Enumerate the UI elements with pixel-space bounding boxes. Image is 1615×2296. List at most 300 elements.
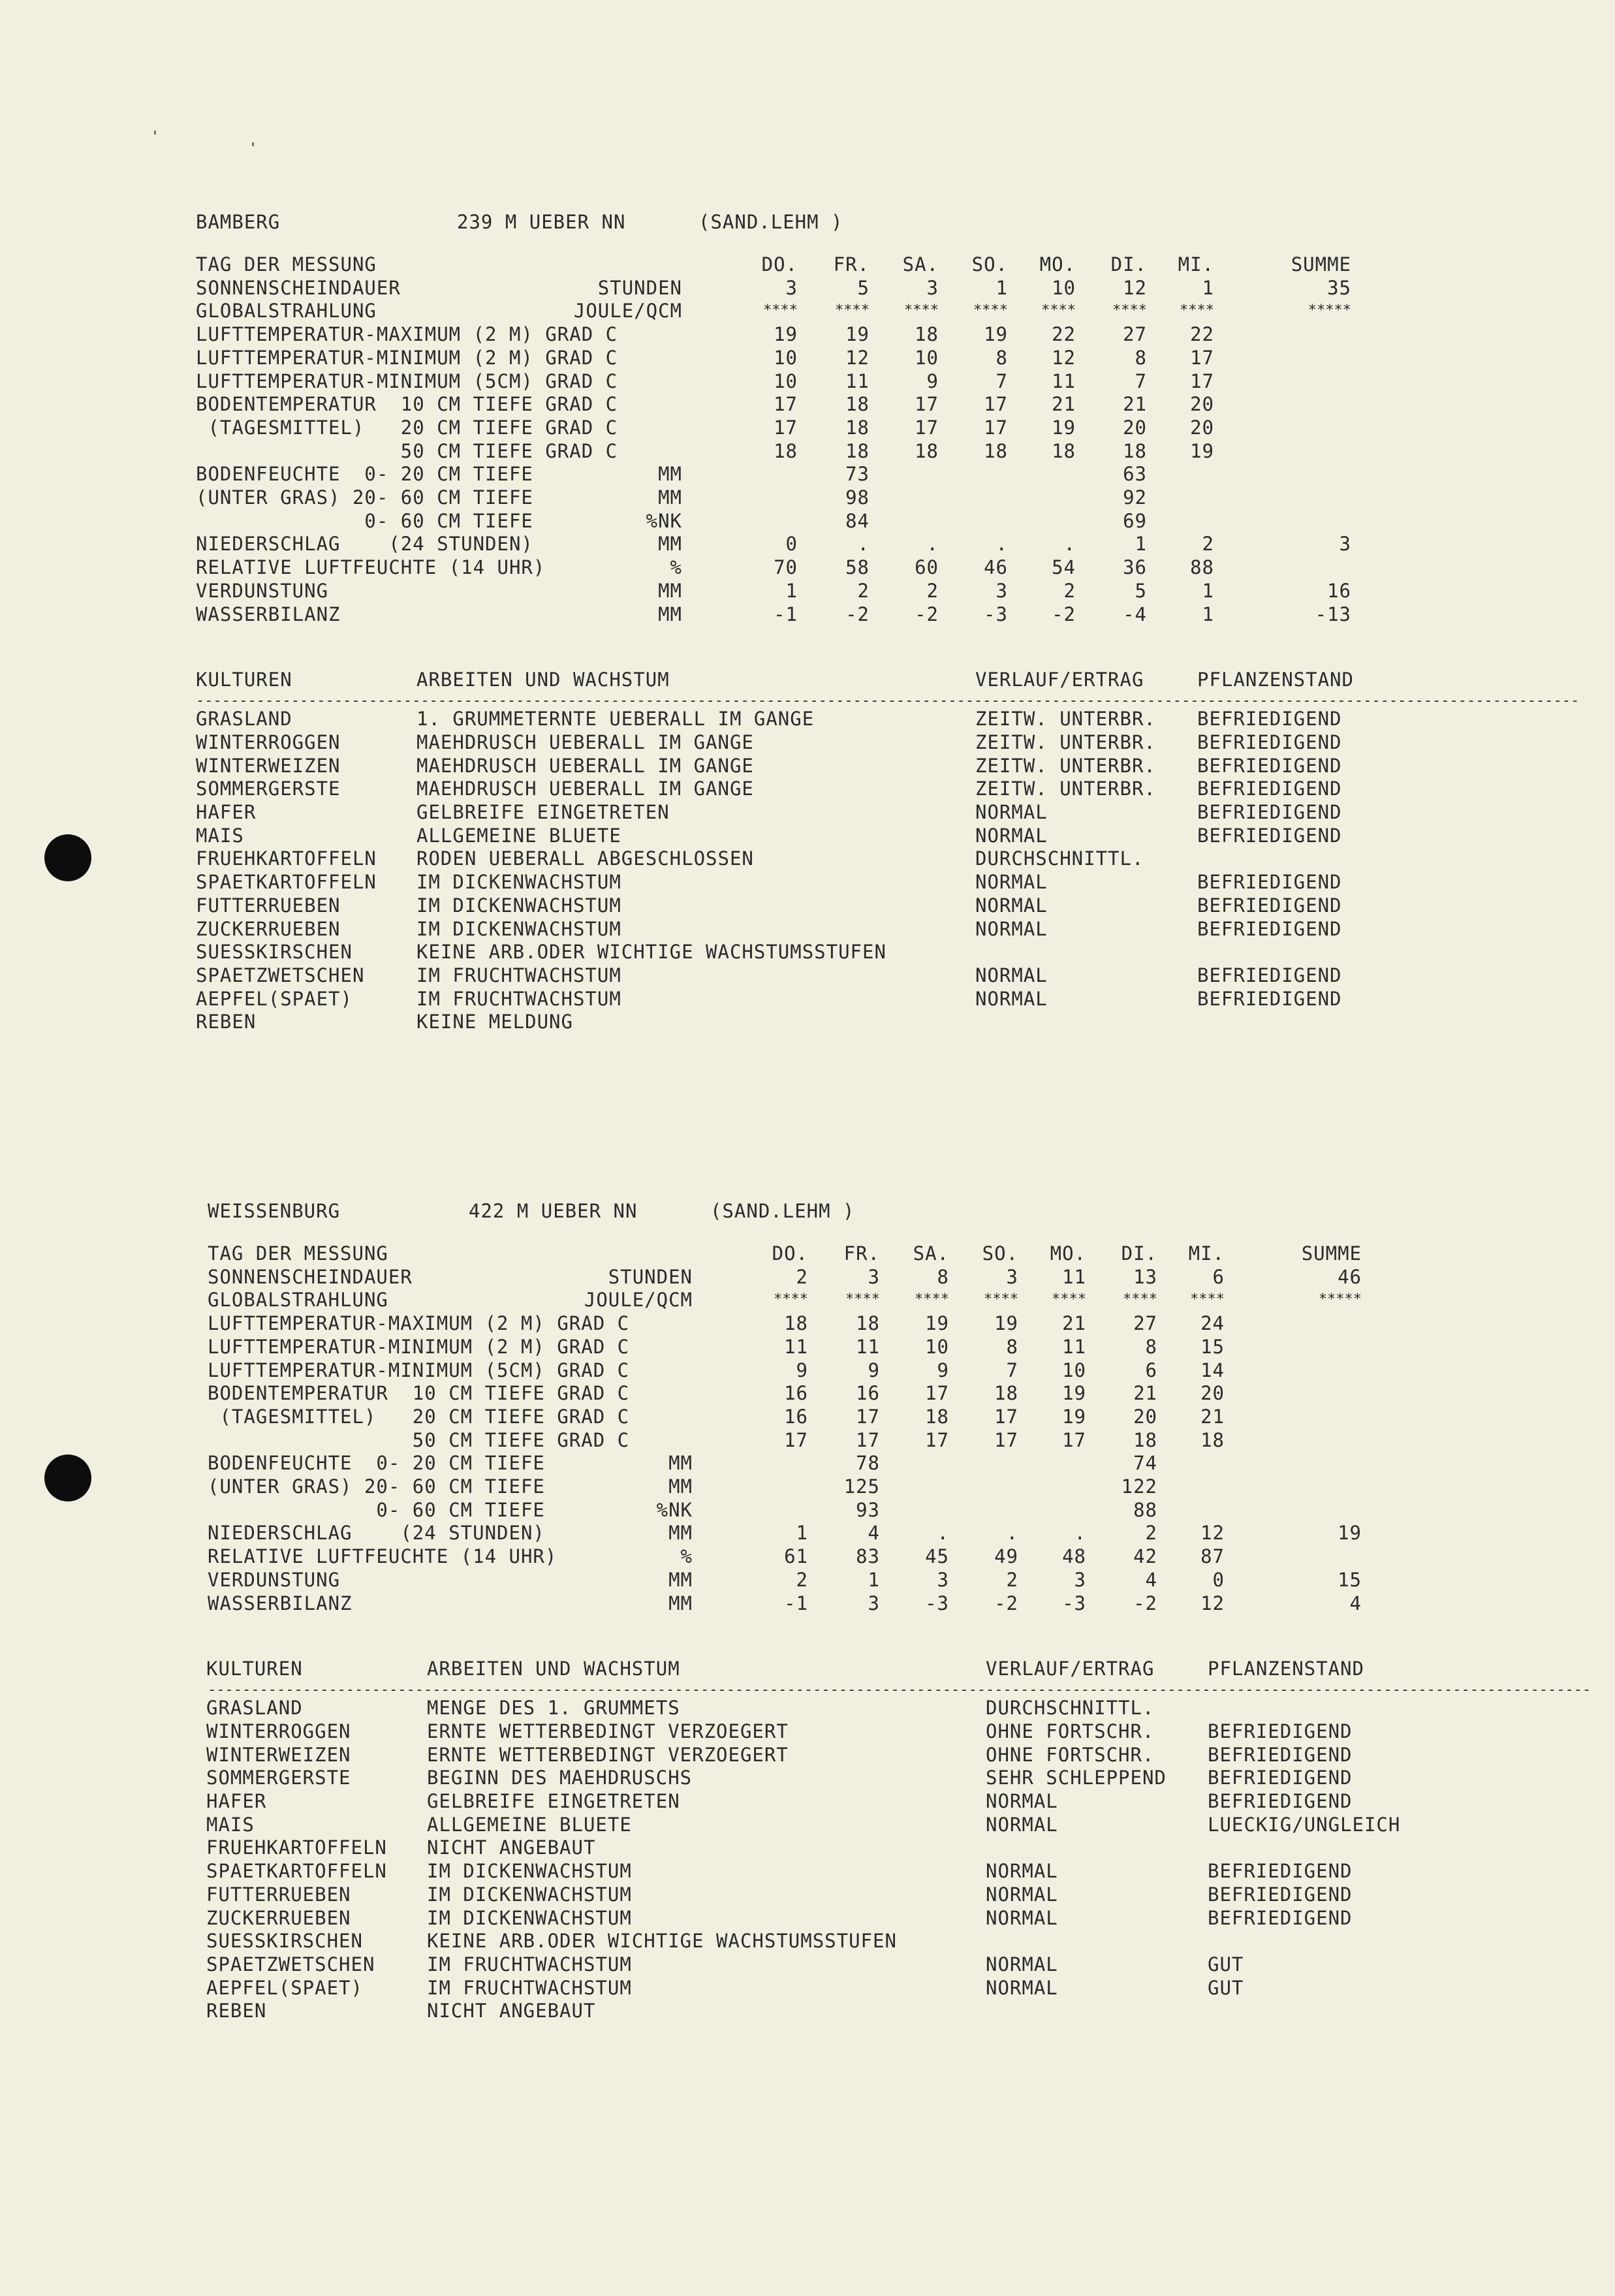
weather-value: 18 bbox=[856, 1312, 880, 1335]
weather-value: 2 bbox=[1006, 1568, 1018, 1591]
weather-value: 10 bbox=[1052, 276, 1076, 299]
weather-value: 18 bbox=[1123, 439, 1147, 462]
weather-value: 88 bbox=[1190, 556, 1214, 579]
crop-name: MAIS bbox=[196, 824, 244, 847]
crop-condition: BEFRIEDIGEND bbox=[1197, 824, 1342, 847]
crops-header: KULTUREN bbox=[196, 668, 292, 691]
weather-value: 20 bbox=[1190, 393, 1214, 416]
crop-condition: BEFRIEDIGEND bbox=[1197, 778, 1342, 800]
crop-progress: OHNE FORTSCHR. bbox=[986, 1720, 1155, 1742]
crop-condition: BEFRIEDIGEND bbox=[1208, 1883, 1353, 1906]
weather-row-unit: MM bbox=[658, 486, 682, 509]
weather-value: 3 bbox=[1006, 1265, 1018, 1288]
weather-value: 18 bbox=[845, 416, 870, 439]
weather-sum: 15 bbox=[1338, 1568, 1362, 1591]
weather-value: 17 bbox=[925, 1382, 949, 1405]
crop-activity: IM FRUCHTWACHSTUM bbox=[416, 987, 621, 1010]
weather-value: 18 bbox=[784, 1312, 808, 1335]
weather-value: 5 bbox=[1135, 579, 1147, 602]
weather-value: 9 bbox=[937, 1359, 949, 1381]
crop-progress: NORMAL bbox=[986, 1883, 1058, 1906]
weather-value: 61 bbox=[784, 1545, 808, 1568]
crop-condition: LUECKIG/UNGLEICH bbox=[1208, 1813, 1401, 1836]
crop-progress: NORMAL bbox=[975, 987, 1048, 1010]
crop-progress: NORMAL bbox=[986, 1860, 1058, 1883]
crop-name: HAFER bbox=[196, 801, 257, 823]
crop-activity: ALLGEMEINE BLUETE bbox=[416, 824, 621, 847]
crop-progress: NORMAL bbox=[986, 1953, 1058, 1975]
weather-value: 11 bbox=[1062, 1335, 1086, 1358]
weather-value: 1 bbox=[785, 579, 798, 602]
weather-value: 6 bbox=[1212, 1265, 1225, 1288]
crop-name: REBEN bbox=[206, 2000, 267, 2022]
crops-header: VERLAUF/ERTRAG bbox=[986, 1658, 1155, 1680]
crop-name: ZUCKERRUEBEN bbox=[206, 1906, 351, 1929]
measurement-day-label: TAG DER MESSUNG bbox=[208, 1242, 388, 1265]
weather-value: 19 bbox=[774, 323, 798, 346]
day-header: FR. bbox=[833, 253, 870, 275]
weather-value: 48 bbox=[1062, 1545, 1086, 1568]
crop-condition: BEFRIEDIGEND bbox=[1197, 871, 1342, 894]
weather-value: **** bbox=[984, 1291, 1018, 1308]
crop-condition: BEFRIEDIGEND bbox=[1197, 801, 1342, 823]
weather-value: . bbox=[1006, 1522, 1018, 1545]
weather-value: 19 bbox=[1190, 439, 1214, 462]
weather-value: **** bbox=[1180, 302, 1214, 319]
weather-value: **** bbox=[1112, 302, 1147, 319]
weather-value: 18 bbox=[984, 439, 1008, 462]
weather-value: 3 bbox=[937, 1568, 949, 1591]
weather-value: 42 bbox=[1133, 1545, 1157, 1568]
day-header: FR. bbox=[843, 1242, 880, 1265]
crop-activity: IM FRUCHTWACHSTUM bbox=[416, 964, 621, 986]
crop-name: FRUEHKARTOFFELN bbox=[206, 1836, 387, 1859]
crops-header: KULTUREN bbox=[206, 1658, 303, 1680]
weather-row-unit: MM bbox=[668, 1475, 693, 1498]
crop-condition: BEFRIEDIGEND bbox=[1197, 964, 1342, 986]
crop-activity: IM FRUCHTWACHSTUM bbox=[427, 1976, 632, 1999]
weather-value: **** bbox=[1123, 1291, 1157, 1308]
weather-row-unit: MM bbox=[658, 579, 682, 602]
crop-condition: BEFRIEDIGEND bbox=[1197, 731, 1342, 753]
weather-row-label: LUFTTEMPERATUR-MINIMUM (2 M) GRAD C bbox=[196, 346, 618, 369]
weather-value: 9 bbox=[796, 1359, 808, 1381]
crops-header: VERLAUF/ERTRAG bbox=[975, 668, 1144, 691]
weather-value: 98 bbox=[845, 486, 870, 509]
station-name: WEISSENBURG bbox=[208, 1200, 341, 1222]
weather-value: . bbox=[1074, 1522, 1086, 1545]
crop-progress: NORMAL bbox=[975, 801, 1048, 823]
weather-value: 1 bbox=[1202, 603, 1214, 625]
weather-value: -2 bbox=[994, 1592, 1018, 1614]
crop-activity: IM DICKENWACHSTUM bbox=[427, 1883, 632, 1906]
crop-name: WINTERWEIZEN bbox=[206, 1743, 351, 1766]
punch-hole-bottom bbox=[44, 1455, 91, 1502]
weather-value: . bbox=[937, 1522, 949, 1545]
weather-value: 19 bbox=[994, 1312, 1018, 1335]
weather-value: 18 bbox=[1200, 1428, 1225, 1451]
weather-value: 2 bbox=[857, 579, 870, 602]
weather-row-label: 50 CM TIEFE GRAD C bbox=[196, 439, 618, 462]
weather-row-unit: %NK bbox=[646, 509, 682, 532]
weather-value: 78 bbox=[856, 1452, 880, 1475]
weather-value: 1 bbox=[1202, 276, 1214, 299]
weather-value: 9 bbox=[926, 370, 939, 392]
crop-condition: BEFRIEDIGEND bbox=[1208, 1860, 1353, 1883]
crop-activity: MENGE DES 1. GRUMMETS bbox=[427, 1697, 680, 1720]
weather-row-label: SONNENSCHEINDAUER bbox=[196, 276, 401, 299]
weather-value: 63 bbox=[1123, 463, 1147, 486]
weather-row-label: WASSERBILANZ bbox=[196, 603, 341, 625]
crop-condition: BEFRIEDIGEND bbox=[1197, 894, 1342, 917]
weather-value: 3 bbox=[868, 1265, 880, 1288]
weather-value: 11 bbox=[1062, 1265, 1086, 1288]
weather-value: 18 bbox=[845, 393, 870, 416]
weather-row-unit: JOULE/QCM bbox=[573, 300, 682, 322]
crop-progress: NORMAL bbox=[975, 894, 1048, 917]
weather-row-label: SONNENSCHEINDAUER bbox=[208, 1265, 413, 1288]
weather-value: **** bbox=[835, 302, 870, 319]
weather-value: -1 bbox=[774, 603, 798, 625]
weather-value: 125 bbox=[843, 1475, 880, 1498]
weather-value: 19 bbox=[925, 1312, 949, 1335]
weather-value: 12 bbox=[1200, 1592, 1225, 1614]
weather-value: 70 bbox=[774, 556, 798, 579]
weather-value: -2 bbox=[1052, 603, 1076, 625]
crop-condition: BEFRIEDIGEND bbox=[1197, 754, 1342, 777]
weather-value: 69 bbox=[1123, 509, 1147, 532]
weather-row-label: (TAGESMITTEL) 20 CM TIEFE GRAD C bbox=[196, 416, 618, 439]
weather-row-label: LUFTTEMPERATUR-MINIMUM (5CM) GRAD C bbox=[208, 1359, 630, 1381]
weather-value: 17 bbox=[1190, 370, 1214, 392]
crop-name: WINTERWEIZEN bbox=[196, 754, 341, 777]
weather-value: 13 bbox=[1133, 1265, 1157, 1288]
weather-value: **** bbox=[1041, 302, 1076, 319]
station-altitude: 239 M UEBER NN bbox=[457, 211, 626, 233]
weather-value: . bbox=[926, 533, 939, 556]
crop-name: GRASLAND bbox=[206, 1697, 303, 1720]
weather-value: 45 bbox=[925, 1545, 949, 1568]
weather-value: **** bbox=[845, 1291, 880, 1308]
weather-value: 17 bbox=[994, 1428, 1018, 1451]
weather-row-label: 0- 60 CM TIEFE bbox=[208, 1498, 545, 1521]
weather-value: 17 bbox=[774, 393, 798, 416]
weather-row-label: (UNTER GRAS) 20- 60 CM TIEFE bbox=[208, 1475, 545, 1498]
weather-value: 74 bbox=[1133, 1452, 1157, 1475]
weather-value: 8 bbox=[937, 1265, 949, 1288]
weather-row-label: RELATIVE LUFTFEUCHTE (14 UHR) bbox=[196, 556, 546, 579]
weather-value: -2 bbox=[1133, 1592, 1157, 1614]
weather-value: 3 bbox=[785, 276, 798, 299]
weather-value: 17 bbox=[915, 416, 939, 439]
crop-progress: DURCHSCHNITTL. bbox=[975, 847, 1144, 870]
weather-value: 8 bbox=[1006, 1335, 1018, 1358]
weather-value: 17 bbox=[994, 1405, 1018, 1428]
crop-name: SOMMERGERSTE bbox=[196, 778, 341, 800]
weather-value: 3 bbox=[868, 1592, 880, 1614]
crop-name: SPAETZWETSCHEN bbox=[196, 964, 365, 986]
weather-value: 17 bbox=[915, 393, 939, 416]
crop-name: SPAETKARTOFFELN bbox=[206, 1860, 387, 1883]
day-header: MO. bbox=[1050, 1242, 1086, 1265]
weather-value: 22 bbox=[1052, 323, 1076, 346]
crop-condition: GUT bbox=[1208, 1953, 1244, 1975]
weather-row-label: LUFTTEMPERATUR-MAXIMUM (2 M) GRAD C bbox=[196, 323, 618, 346]
station-name: BAMBERG bbox=[196, 211, 281, 233]
crop-name: WINTERROGGEN bbox=[196, 731, 341, 753]
day-header: DO. bbox=[772, 1242, 808, 1265]
weather-value: 12 bbox=[1200, 1522, 1225, 1545]
weather-value: 21 bbox=[1133, 1382, 1157, 1405]
weather-value: -1 bbox=[784, 1592, 808, 1614]
crop-name: FRUEHKARTOFFELN bbox=[196, 847, 377, 870]
weather-value: 20 bbox=[1133, 1405, 1157, 1428]
weather-value: 11 bbox=[856, 1335, 880, 1358]
weather-sum: 4 bbox=[1349, 1592, 1362, 1614]
weather-value: 20 bbox=[1190, 416, 1214, 439]
weather-value: 7 bbox=[996, 370, 1008, 392]
day-header: MO. bbox=[1039, 253, 1076, 275]
weather-value: 2 bbox=[1145, 1522, 1157, 1545]
crop-activity: IM DICKENWACHSTUM bbox=[416, 871, 621, 894]
crop-name: SOMMERGERSTE bbox=[206, 1767, 351, 1789]
weather-value: 19 bbox=[1062, 1382, 1086, 1405]
weather-row-unit: MM bbox=[668, 1592, 693, 1614]
crop-condition: BEFRIEDIGEND bbox=[1197, 708, 1342, 731]
weather-value: 11 bbox=[845, 370, 870, 392]
weather-row-unit: JOULE/QCM bbox=[584, 1289, 693, 1312]
weather-value: 11 bbox=[784, 1335, 808, 1358]
weather-value: 17 bbox=[984, 393, 1008, 416]
sum-header: SUMME bbox=[1291, 253, 1351, 275]
weather-value: 1 bbox=[796, 1522, 808, 1545]
crop-name: MAIS bbox=[206, 1813, 255, 1836]
crop-activity: NICHT ANGEBAUT bbox=[427, 1836, 596, 1859]
weather-value: 88 bbox=[1133, 1498, 1157, 1521]
weather-value: 60 bbox=[915, 556, 939, 579]
weather-value: 87 bbox=[1200, 1545, 1225, 1568]
crop-progress: DURCHSCHNITTL. bbox=[986, 1697, 1155, 1720]
crop-condition: BEFRIEDIGEND bbox=[1197, 987, 1342, 1010]
weather-value: 20 bbox=[1200, 1382, 1225, 1405]
paper-speck bbox=[252, 142, 254, 146]
weather-row-label: BODENTEMPERATUR 10 CM TIEFE GRAD C bbox=[208, 1382, 630, 1405]
weather-sum: -13 bbox=[1315, 603, 1351, 625]
weather-value: 12 bbox=[1123, 276, 1147, 299]
crop-condition: BEFRIEDIGEND bbox=[1197, 917, 1342, 940]
weather-row-unit: % bbox=[670, 556, 682, 579]
weather-value: 6 bbox=[1145, 1359, 1157, 1381]
weather-value: 1 bbox=[1135, 533, 1147, 556]
weather-value: **** bbox=[1190, 1291, 1225, 1308]
weather-row-label: WASSERBILANZ bbox=[208, 1592, 353, 1614]
paper-speck bbox=[154, 131, 156, 134]
weather-value: . bbox=[857, 533, 870, 556]
weather-value: 3 bbox=[926, 276, 939, 299]
crop-name: GRASLAND bbox=[196, 708, 292, 731]
crop-activity: KEINE MELDUNG bbox=[416, 1011, 573, 1033]
weather-value: 49 bbox=[994, 1545, 1018, 1568]
weather-row-label: NIEDERSCHLAG (24 STUNDEN) bbox=[208, 1522, 545, 1545]
crop-activity: RODEN UEBERALL ABGESCHLOSSEN bbox=[416, 847, 754, 870]
crop-name: WINTERROGGEN bbox=[206, 1720, 351, 1742]
crop-activity: KEINE ARB.ODER WICHTIGE WACHSTUMSSTUFEN bbox=[416, 941, 886, 964]
weather-row-label: 50 CM TIEFE GRAD C bbox=[208, 1428, 630, 1451]
crop-activity: KEINE ARB.ODER WICHTIGE WACHSTUMSSTUFEN bbox=[427, 1930, 897, 1953]
weather-value: -2 bbox=[845, 603, 870, 625]
crop-name: REBEN bbox=[196, 1011, 257, 1033]
weather-value: 20 bbox=[1123, 416, 1147, 439]
weather-value: 16 bbox=[784, 1382, 808, 1405]
weather-value: . bbox=[1063, 533, 1076, 556]
crop-condition: BEFRIEDIGEND bbox=[1208, 1906, 1353, 1929]
crop-condition: BEFRIEDIGEND bbox=[1208, 1790, 1353, 1812]
weather-value: 11 bbox=[1052, 370, 1076, 392]
weather-value: 1 bbox=[996, 276, 1008, 299]
crop-activity: IM FRUCHTWACHSTUM bbox=[427, 1953, 632, 1975]
day-header: DI. bbox=[1110, 253, 1147, 275]
weather-value: -3 bbox=[1062, 1592, 1086, 1614]
weather-value: **** bbox=[763, 302, 798, 319]
crop-progress: ZEITW. UNTERBR. bbox=[975, 708, 1156, 731]
weather-value: **** bbox=[904, 302, 939, 319]
crop-activity: MAEHDRUSCH UEBERALL IM GANGE bbox=[416, 731, 754, 753]
day-header: SA. bbox=[902, 253, 939, 275]
weather-value: -2 bbox=[915, 603, 939, 625]
weather-value: 2 bbox=[1063, 579, 1076, 602]
crop-progress: ZEITW. UNTERBR. bbox=[975, 731, 1156, 753]
crop-activity: ERNTE WETTERBEDINGT VERZOEGERT bbox=[427, 1743, 789, 1766]
weather-value: 2 bbox=[796, 1568, 808, 1591]
weather-value: 2 bbox=[1202, 533, 1214, 556]
weather-value: 8 bbox=[996, 346, 1008, 369]
station-soil: (SAND.LEHM ) bbox=[698, 211, 843, 233]
crop-activity: IM DICKENWACHSTUM bbox=[416, 894, 621, 917]
weather-row-label: 0- 60 CM TIEFE bbox=[196, 509, 533, 532]
weather-value: 17 bbox=[984, 416, 1008, 439]
weather-row-unit: MM bbox=[668, 1568, 693, 1591]
weather-value: 4 bbox=[868, 1522, 880, 1545]
crop-name: SPAETZWETSCHEN bbox=[206, 1953, 375, 1975]
crops-header: ARBEITEN UND WACHSTUM bbox=[427, 1658, 680, 1680]
crop-condition: GUT bbox=[1208, 1976, 1244, 1999]
crop-progress: ZEITW. UNTERBR. bbox=[975, 754, 1156, 777]
weather-row-unit: % bbox=[680, 1545, 693, 1568]
weather-value: 4 bbox=[1145, 1568, 1157, 1591]
weather-row-label: BODENFEUCHTE 0- 20 CM TIEFE bbox=[196, 463, 533, 486]
day-header: SO. bbox=[982, 1242, 1018, 1265]
weather-row-unit: MM bbox=[658, 463, 682, 486]
weather-value: 10 bbox=[915, 346, 939, 369]
crop-name: HAFER bbox=[206, 1790, 267, 1812]
weather-value: 18 bbox=[845, 439, 870, 462]
crop-activity: MAEHDRUSCH UEBERALL IM GANGE bbox=[416, 754, 754, 777]
weather-value: 3 bbox=[1074, 1568, 1086, 1591]
weather-row-label: VERDUNSTUNG bbox=[208, 1568, 341, 1591]
day-header: DI. bbox=[1121, 1242, 1157, 1265]
crops-header: PFLANZENSTAND bbox=[1197, 668, 1354, 691]
weather-value: 17 bbox=[856, 1428, 880, 1451]
weather-row-label: BODENFEUCHTE 0- 20 CM TIEFE bbox=[208, 1452, 545, 1475]
weather-value: 17 bbox=[1062, 1428, 1086, 1451]
station-soil: (SAND.LEHM ) bbox=[710, 1200, 855, 1222]
crops-header: PFLANZENSTAND bbox=[1208, 1658, 1364, 1680]
weather-value: 7 bbox=[1006, 1359, 1018, 1381]
crop-activity: 1. GRUMMETERNTE UEBERALL IM GANGE bbox=[416, 708, 815, 731]
weather-value: 27 bbox=[1133, 1312, 1157, 1335]
weather-value: 21 bbox=[1062, 1312, 1086, 1335]
weather-value: 15 bbox=[1200, 1335, 1225, 1358]
crop-progress: NORMAL bbox=[986, 1976, 1058, 1999]
weather-row-label: LUFTTEMPERATUR-MAXIMUM (2 M) GRAD C bbox=[208, 1312, 630, 1335]
crop-name: FUTTERRUEBEN bbox=[196, 894, 341, 917]
weather-value: 10 bbox=[774, 346, 798, 369]
crop-activity: IM DICKENWACHSTUM bbox=[427, 1860, 632, 1883]
station-altitude: 422 M UEBER NN bbox=[469, 1200, 638, 1222]
crop-name: SUESSKIRSCHEN bbox=[196, 941, 353, 964]
weather-value: 0 bbox=[785, 533, 798, 556]
weather-value: 93 bbox=[856, 1498, 880, 1521]
crop-progress: NORMAL bbox=[975, 964, 1048, 986]
measurement-day-label: TAG DER MESSUNG bbox=[196, 253, 377, 275]
weather-sum: 16 bbox=[1327, 579, 1351, 602]
weather-value: 24 bbox=[1200, 1312, 1225, 1335]
weather-value: 16 bbox=[856, 1382, 880, 1405]
weather-value: 8 bbox=[1135, 346, 1147, 369]
table-separator: ---------------------------------------------------------------------------------------------------------------------------------------------------------------- bbox=[208, 1682, 1591, 1699]
weather-value: 19 bbox=[984, 323, 1008, 346]
weather-value: 2 bbox=[926, 579, 939, 602]
day-header: SO. bbox=[971, 253, 1008, 275]
weather-sum: 35 bbox=[1327, 276, 1351, 299]
weather-value: 1 bbox=[868, 1568, 880, 1591]
crop-progress: NORMAL bbox=[975, 871, 1048, 894]
weather-value: 17 bbox=[856, 1405, 880, 1428]
table-separator: ---------------------------------------------------------------------------------------------------------------------------------------------------------------- bbox=[196, 693, 1580, 710]
weather-value: 92 bbox=[1123, 486, 1147, 509]
sum-header: SUMME bbox=[1301, 1242, 1362, 1265]
day-header: MI. bbox=[1178, 253, 1214, 275]
weather-value: 73 bbox=[845, 463, 870, 486]
day-header: DO. bbox=[761, 253, 798, 275]
weather-value: 7 bbox=[1135, 370, 1147, 392]
weather-value: 58 bbox=[845, 556, 870, 579]
weather-sum: ***** bbox=[1308, 302, 1351, 319]
weather-row-unit: STUNDEN bbox=[597, 276, 682, 299]
crop-condition: BEFRIEDIGEND bbox=[1208, 1720, 1353, 1742]
weather-value: 19 bbox=[1062, 1405, 1086, 1428]
weather-row-label: VERDUNSTUNG bbox=[196, 579, 329, 602]
weather-value: 10 bbox=[774, 370, 798, 392]
crop-activity: MAEHDRUSCH UEBERALL IM GANGE bbox=[416, 778, 754, 800]
weather-row-label: GLOBALSTRAHLUNG bbox=[208, 1289, 388, 1312]
weather-value: 12 bbox=[1052, 346, 1076, 369]
weather-row-unit: MM bbox=[668, 1522, 693, 1545]
weather-value: 46 bbox=[984, 556, 1008, 579]
weather-value: 83 bbox=[856, 1545, 880, 1568]
weather-value: -3 bbox=[925, 1592, 949, 1614]
weather-value: 22 bbox=[1190, 323, 1214, 346]
crop-activity: BEGINN DES MAEHDRUSCHS bbox=[427, 1767, 693, 1789]
weather-value: 18 bbox=[1052, 439, 1076, 462]
weather-row-label: (UNTER GRAS) 20- 60 CM TIEFE bbox=[196, 486, 533, 509]
weather-value: 14 bbox=[1200, 1359, 1225, 1381]
crop-condition: BEFRIEDIGEND bbox=[1208, 1743, 1353, 1766]
weather-value: **** bbox=[973, 302, 1008, 319]
weather-sum: 19 bbox=[1338, 1522, 1362, 1545]
crop-activity: NICHT ANGEBAUT bbox=[427, 2000, 596, 2022]
weather-row-unit: %NK bbox=[656, 1498, 693, 1521]
